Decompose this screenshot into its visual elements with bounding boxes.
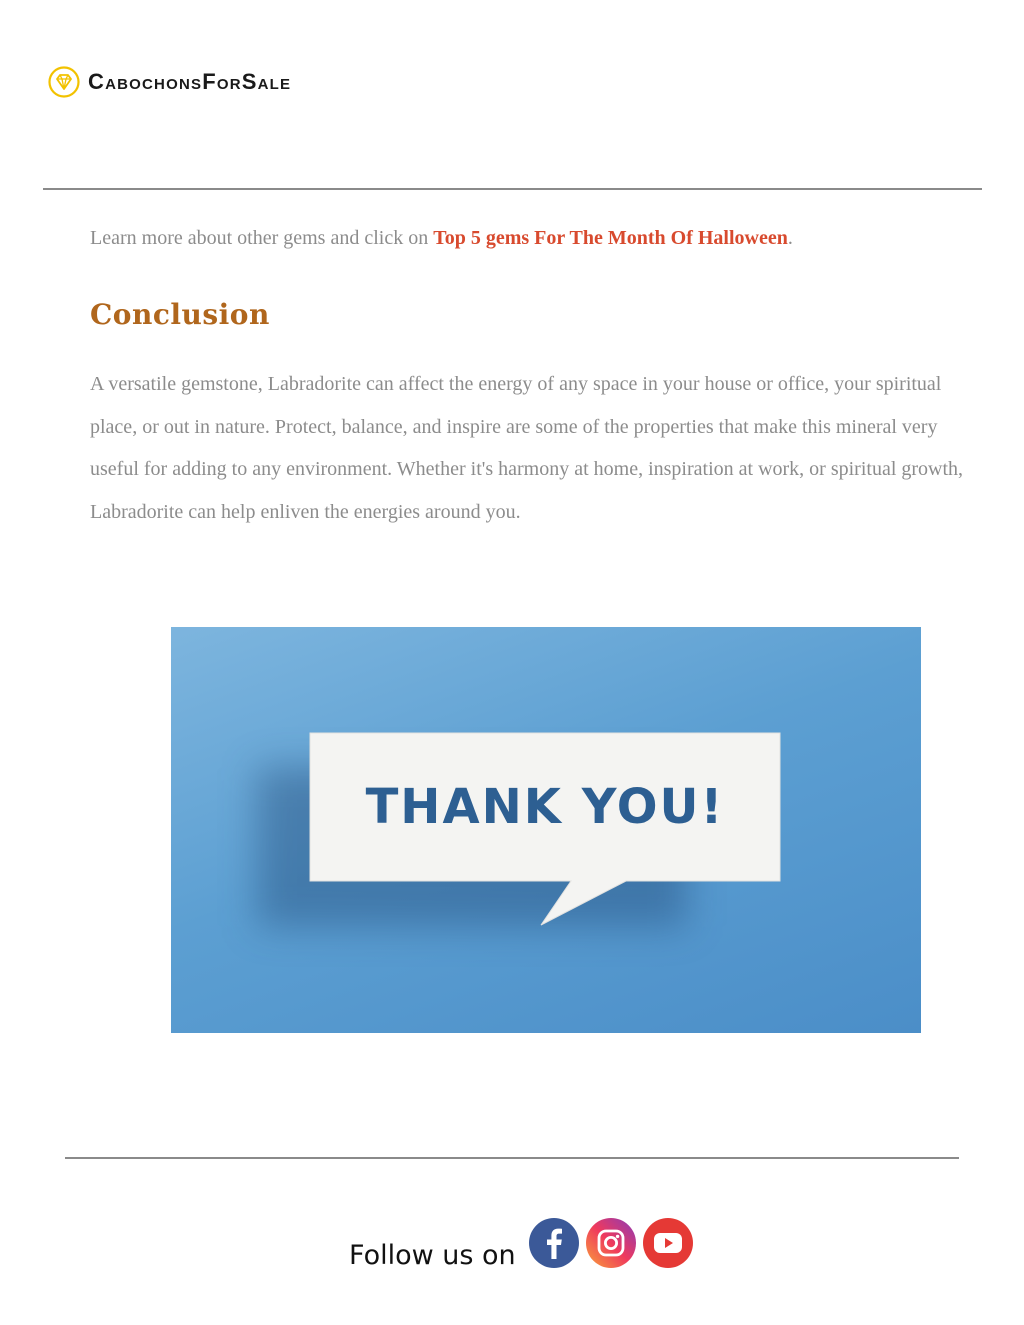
thank-you-text: THANK YOU! (365, 779, 725, 835)
halloween-gems-link[interactable]: Top 5 gems For The Month Of Halloween (433, 227, 788, 249)
footer-divider (65, 1157, 959, 1159)
brand-name: CabochonsForSale (88, 69, 292, 94)
intro-trailing: . (787, 227, 793, 249)
gem-icon (48, 66, 80, 98)
intro-text: Learn more about other gems and click on (90, 227, 434, 249)
follow-us-text: Follow us on (349, 1240, 516, 1271)
conclusion-heading: Conclusion (90, 298, 270, 331)
instagram-icon[interactable] (586, 1218, 636, 1268)
thank-you-image (171, 627, 921, 1033)
youtube-icon[interactable] (643, 1218, 693, 1268)
brand-logo[interactable] (48, 66, 291, 98)
conclusion-body: A versatile gemstone, Labradorite can affect the energy of any space in your house or office, your spiritual place, or out in nature. Protect, balance, and inspire are some of the properties that make this mineral very useful for adding to any environment. Whether it's harmony at home, inspiration at work, or spiritual growth, Labradorite can help enliven the energies around you. (90, 373, 964, 523)
intro-paragraph (90, 224, 990, 252)
header-divider (43, 188, 982, 190)
facebook-icon[interactable] (529, 1218, 579, 1268)
